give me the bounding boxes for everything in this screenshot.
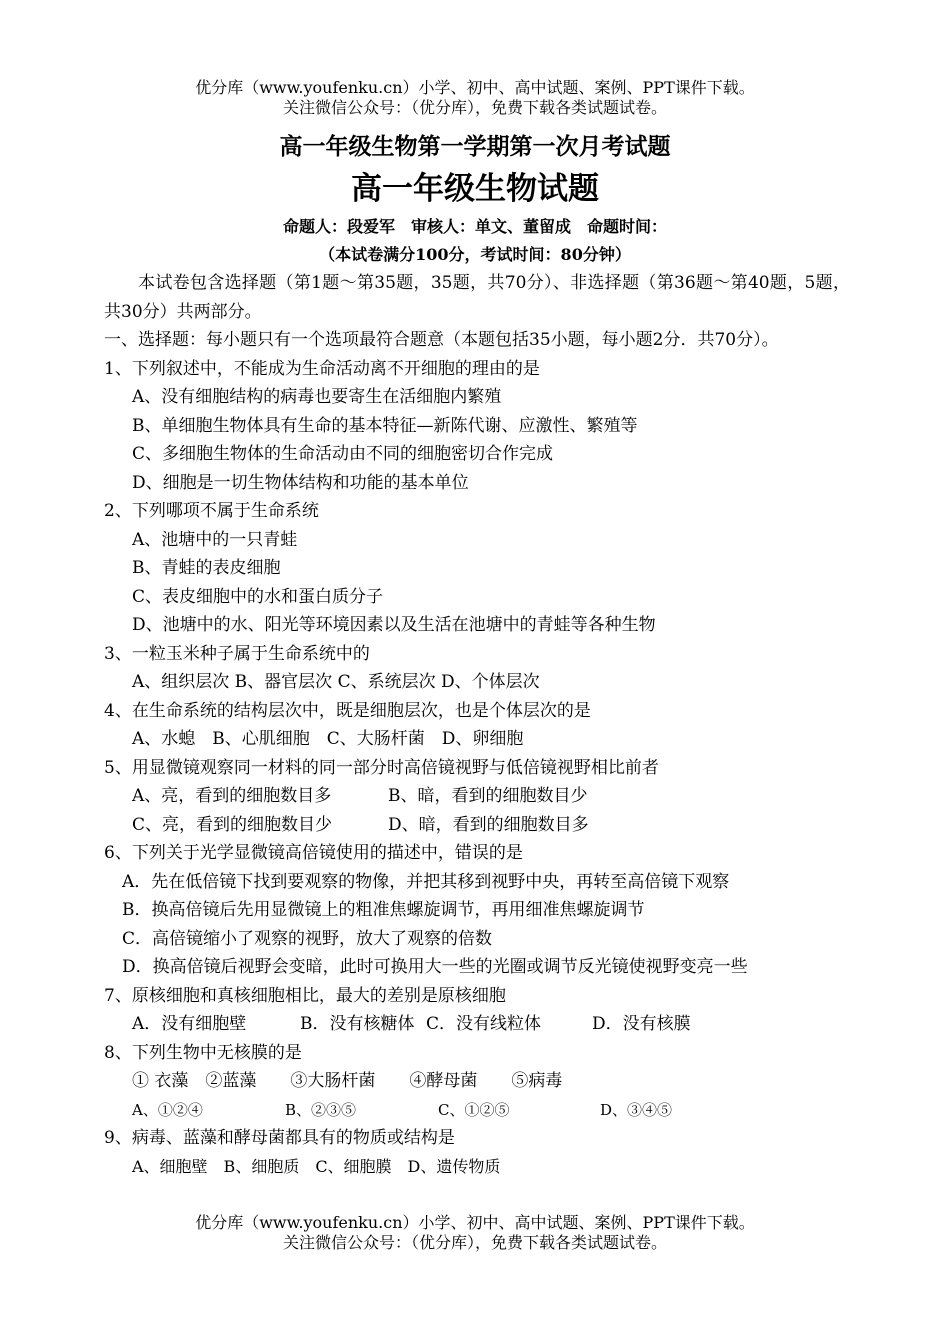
question-5-option-a: A、亮，看到的细胞数目多 — [132, 786, 332, 806]
question-2-stem: 2、下列哪项不属于生命系统 — [104, 501, 319, 521]
exam-title: 高一年级生物第一学期第一次月考试题 — [279, 134, 671, 160]
question-8-option-a: A、①②④ — [132, 1100, 203, 1119]
question-2-option-c: C、表皮细胞中的水和蛋白质分子 — [132, 586, 384, 607]
question-8-items: ① 衣藻 ②蓝藻 ③大肠杆菌 ④酵母菌 ⑤病毒 — [132, 1071, 563, 1091]
question-2-option-a: A、池塘中的一只青蛙 — [132, 529, 298, 550]
footer-line-1: 优分库（www.youfenku.cn）小学、初中、高中试题、案例、PPT课件下载。 — [195, 1213, 755, 1232]
section-heading: 一、选择题：每小题只有一个选项最符合题意（本题包括35小题，每小题2分．共70分）。 — [104, 330, 779, 350]
intro-paragraph: 本试卷包含选择题（第1题～第35题，35题，共70分）、非选择题（第36题～第40题，5题，共30分）共两部分。 — [104, 273, 850, 322]
question-3-stem: 3、一粒玉米种子属于生命系统中的 — [104, 643, 370, 664]
question-6-option-d: D．换高倍镜后视野会变暗，此时可换用大一些的光圈或调节反光镜使视野变亮一些 — [122, 957, 748, 977]
question-9-stem: 9、病毒、蓝藻和酵母菌都具有的物质或结构是 — [104, 1128, 455, 1148]
question-7-option-b: B．没有核糖体 — [300, 1014, 415, 1034]
header-line-1: 优分库（www.youfenku.cn）小学、初中、高中试题、案例、PPT课件下载。 — [195, 78, 755, 97]
question-8-option-d: D、③④⑤ — [600, 1100, 673, 1119]
question-1-option-b: B、单细胞生物体具有生命的基本特征—新陈代谢、应激性、繁殖等 — [132, 415, 638, 436]
question-2-option-d: D、池塘中的水、阳光等环境因素以及生活在池塘中的青蛙等各种生物 — [132, 615, 656, 635]
question-5-stem: 5、用显微镜观察同一材料的同一部分时高倍镜视野与低倍镜视野相比前者 — [104, 757, 659, 778]
question-7-option-a: A．没有细胞壁 — [132, 1014, 247, 1034]
question-5-row-2 — [104, 811, 850, 840]
question-9-options: A、细胞壁 B、细胞质 C、细胞膜 D、遗传物质 — [132, 1156, 501, 1176]
question-5-row-1 — [104, 782, 850, 811]
question-6-option-c: C．高倍镜缩小了观察的视野，放大了观察的倍数 — [122, 928, 493, 949]
question-8-stem: 8、下列生物中无核膜的是 — [104, 1042, 302, 1063]
question-4-options: A、水螅 B、心肌细胞 C、大肠杆菌 D、卵细胞 — [132, 729, 524, 749]
question-1-stem: 1、下列叙述中，不能成为生命活动离不开细胞的理由的是 — [104, 358, 540, 379]
footer-line-2: 关注微信公众号：（优分库），免费下载各类试题试卷。 — [282, 1233, 667, 1252]
exam-subtitle: 高一年级生物试题 — [351, 171, 599, 207]
question-6-stem: 6、下列关于光学显微镜高倍镜使用的描述中，错误的是 — [104, 843, 523, 863]
question-1-option-a: A、没有细胞结构的病毒也要寄生在活细胞内繁殖 — [132, 387, 502, 407]
question-7-stem: 7、原核细胞和真核细胞相比，最大的差别是原核细胞 — [104, 985, 506, 1006]
question-5-option-d: D、暗，看到的细胞数目多 — [388, 814, 589, 835]
question-7-option-c: C．没有线粒体 — [426, 1014, 542, 1034]
question-1-option-d: D、细胞是一切生物体结构和功能的基本单位 — [132, 472, 469, 493]
question-7-options — [104, 1010, 850, 1039]
question-8-option-c: C、①②⑤ — [438, 1100, 510, 1119]
question-7-option-d: D．没有核膜 — [592, 1014, 691, 1034]
question-8-option-b: B、②③⑤ — [285, 1100, 357, 1119]
exam-content — [104, 269, 850, 1181]
question-1-option-c: C、多细胞生物体的生命活动由不同的细胞密切合作完成 — [132, 444, 554, 464]
question-5-option-c: C、亮，看到的细胞数目少 — [132, 814, 333, 835]
question-6-option-a: A．先在低倍镜下找到要观察的物像，并把其移到视野中央，再转至高倍镜下观察 — [122, 871, 730, 892]
author-line: 命题人：段爱军 审核人：单文、董留成 命题时间： — [282, 217, 667, 236]
score-time-line: （本试卷满分100分，考试时间：80分钟） — [319, 245, 631, 264]
question-4-stem: 4、在生命系统的结构层次中，既是细胞层次，也是个体层次的是 — [104, 700, 591, 721]
header-line-2: 关注微信公众号：（优分库），免费下载各类试题试卷。 — [282, 98, 667, 117]
question-5-option-b: B、暗，看到的细胞数目少 — [388, 786, 588, 806]
question-2-option-b: B、青蛙的表皮细胞 — [132, 558, 281, 578]
question-8-options — [104, 1096, 850, 1125]
question-3-options: A、组织层次 B、器官层次 C、系统层次 D、个体层次 — [132, 672, 540, 692]
question-6-option-b: B．换高倍镜后先用显微镜上的粗准焦螺旋调节，再用细准焦螺旋调节 — [122, 900, 645, 920]
